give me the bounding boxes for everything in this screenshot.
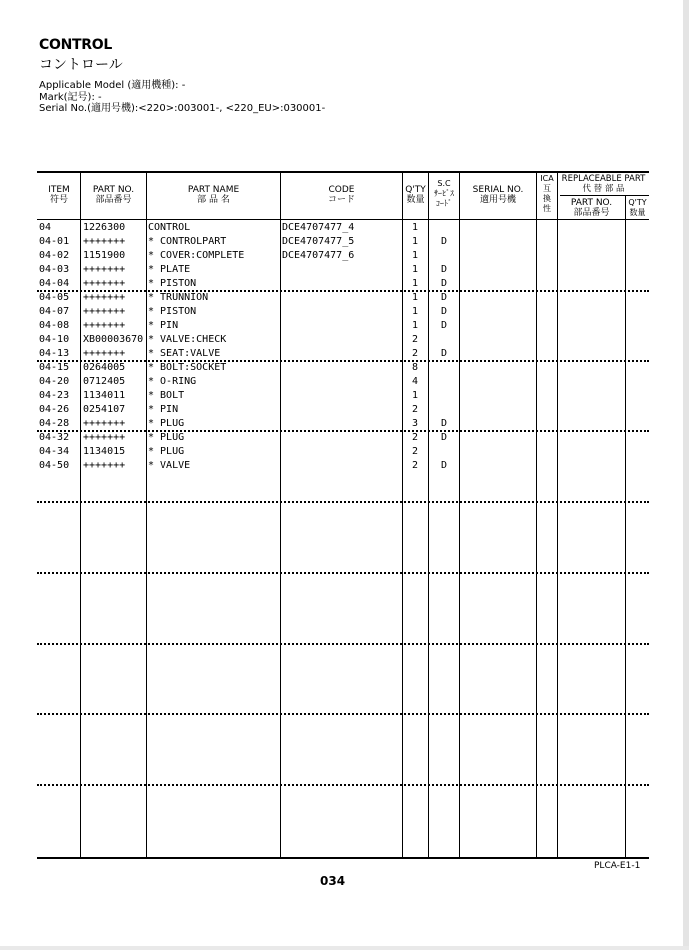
header-qty: Q'TY 数量: [405, 185, 426, 205]
header-rep-part-no: PART NO. 部品番号: [570, 198, 613, 218]
cell-part: XB00003670: [83, 334, 144, 345]
cell-sc: D: [440, 306, 448, 317]
page-title: CONTROL: [39, 37, 112, 53]
cell-part: 1226300: [83, 222, 126, 233]
cell-item: 04-32: [39, 432, 70, 443]
cell-part: +++++++: [83, 418, 126, 429]
cell-item: 04-07: [39, 306, 70, 317]
cell-qty: 1: [411, 306, 419, 317]
col-divider: [280, 172, 281, 859]
cell-sc: D: [440, 292, 448, 303]
cell-sc: D: [440, 432, 448, 443]
cell-qty: 1: [411, 222, 419, 233]
cell-name: * PIN: [148, 320, 179, 331]
cell-qty: 2: [411, 446, 419, 457]
cell-item: 04-26: [39, 404, 70, 415]
col-divider: [459, 172, 460, 859]
col-divider: [146, 172, 147, 859]
cell-name: * BOLT:SOCKET: [148, 362, 227, 373]
page-title-jp: コントロール: [39, 57, 123, 73]
cell-name: CONTROL: [148, 222, 191, 233]
header-item: ITEM 符号: [48, 185, 70, 205]
group-separator: [37, 290, 649, 292]
cell-item: 04-13: [39, 348, 70, 359]
serial-info: Serial No.(適用号機):<220>:003001-, <220_EU>:030001-: [39, 103, 326, 114]
header-code: CODE コード: [327, 185, 355, 205]
header-ica: ICA 互 換 性: [540, 174, 554, 213]
cell-part: 1151900: [83, 250, 126, 261]
group-separator: [37, 501, 649, 503]
cell-name: * PLUG: [148, 446, 185, 457]
cell-sc: D: [440, 236, 448, 247]
col-divider: [402, 172, 403, 859]
cell-name: * VALVE:CHECK: [148, 334, 227, 345]
cell-qty: 2: [411, 334, 419, 345]
cell-name: * CONTROLPART: [148, 236, 227, 247]
cell-item: 04-01: [39, 236, 70, 247]
header-part-no: PART NO. 部品番号: [92, 185, 135, 205]
cell-qty: 2: [411, 404, 419, 415]
cell-item: 04-34: [39, 446, 70, 457]
cell-part: 0264005: [83, 362, 126, 373]
cell-sc: D: [440, 418, 448, 429]
cell-name: * PISTON: [148, 306, 197, 317]
document-code: PLCA-E1-1: [594, 861, 641, 871]
cell-item: 04-50: [39, 460, 70, 471]
cell-part: +++++++: [83, 320, 126, 331]
cell-sc: D: [440, 348, 448, 359]
cell-part: 0254107: [83, 404, 126, 415]
cell-part: +++++++: [83, 432, 126, 443]
replaceable-divider: [560, 195, 649, 196]
cell-name: * TRUNNION: [148, 292, 209, 303]
cell-qty: 1: [411, 292, 419, 303]
cell-name: * SEAT:VALVE: [148, 348, 221, 359]
cell-item: 04-23: [39, 390, 70, 401]
cell-part: +++++++: [83, 236, 126, 247]
cell-qty: 2: [411, 432, 419, 443]
header-replaceable: REPLACEABLE PART 代 替 部 品: [561, 174, 646, 194]
cell-item: 04-02: [39, 250, 70, 261]
cell-part: +++++++: [83, 278, 126, 289]
cell-part: +++++++: [83, 306, 126, 317]
cell-qty: 1: [411, 278, 419, 289]
mark: Mark(記号): -: [39, 92, 102, 103]
cell-qty: 1: [411, 236, 419, 247]
header-serial: SERIAL NO. 適用号機: [472, 185, 524, 205]
col-divider: [625, 196, 626, 859]
cell-qty: 8: [411, 362, 419, 373]
cell-qty: 2: [411, 460, 419, 471]
cell-item: 04: [39, 222, 52, 233]
cell-name: * PLATE: [148, 264, 191, 275]
header-sc: S.C ｻｰﾋﾞｽ ｺｰﾄﾞ: [434, 179, 454, 208]
cell-qty: 4: [411, 376, 419, 387]
group-separator: [37, 713, 649, 715]
header-part-name: PART NAME 部 品 名: [187, 185, 240, 205]
cell-part: 0712405: [83, 376, 126, 387]
cell-sc: D: [440, 278, 448, 289]
cell-sc: D: [440, 320, 448, 331]
cell-sc: D: [440, 264, 448, 275]
group-separator: [37, 430, 649, 432]
applicable-model: Applicable Model (適用機種): -: [39, 80, 186, 91]
cell-name: * PLUG: [148, 432, 185, 443]
group-separator: [37, 360, 649, 362]
cell-code: DCE4707477_6: [282, 250, 355, 261]
col-divider: [557, 172, 558, 859]
cell-qty: 2: [411, 348, 419, 359]
cell-qty: 3: [411, 418, 419, 429]
cell-qty: 1: [411, 390, 419, 401]
cell-qty: 1: [411, 250, 419, 261]
cell-item: 04-08: [39, 320, 70, 331]
cell-item: 04-10: [39, 334, 70, 345]
col-divider: [428, 172, 429, 859]
group-separator: [37, 572, 649, 574]
right-edge: [683, 0, 689, 950]
cell-part: 1134015: [83, 446, 126, 457]
bottom-edge: [0, 946, 689, 950]
cell-part: +++++++: [83, 292, 126, 303]
cell-item: 04-05: [39, 292, 70, 303]
header-rep-qty: Q'TY 数量: [628, 198, 647, 217]
group-separator: [37, 643, 649, 645]
cell-code: DCE4707477_4: [282, 222, 355, 233]
group-separator: [37, 784, 649, 786]
cell-code: DCE4707477_5: [282, 236, 355, 247]
col-divider: [80, 172, 81, 859]
cell-item: 04-20: [39, 376, 70, 387]
cell-name: * PLUG: [148, 418, 185, 429]
cell-item: 04-03: [39, 264, 70, 275]
cell-qty: 1: [411, 264, 419, 275]
cell-item: 04-28: [39, 418, 70, 429]
cell-part: +++++++: [83, 348, 126, 359]
cell-name: * COVER:COMPLETE: [148, 250, 245, 261]
cell-part: +++++++: [83, 460, 126, 471]
cell-part: +++++++: [83, 264, 126, 275]
cell-item: 04-04: [39, 278, 70, 289]
cell-name: * PISTON: [148, 278, 197, 289]
page-number: 034: [320, 874, 346, 888]
cell-item: 04-15: [39, 362, 70, 373]
cell-sc: D: [440, 460, 448, 471]
col-divider: [536, 172, 537, 859]
cell-name: * VALVE: [148, 460, 191, 471]
cell-part: 1134011: [83, 390, 126, 401]
cell-name: * PIN: [148, 404, 179, 415]
cell-name: * BOLT: [148, 390, 185, 401]
cell-name: * O-RING: [148, 376, 197, 387]
cell-qty: 1: [411, 320, 419, 331]
